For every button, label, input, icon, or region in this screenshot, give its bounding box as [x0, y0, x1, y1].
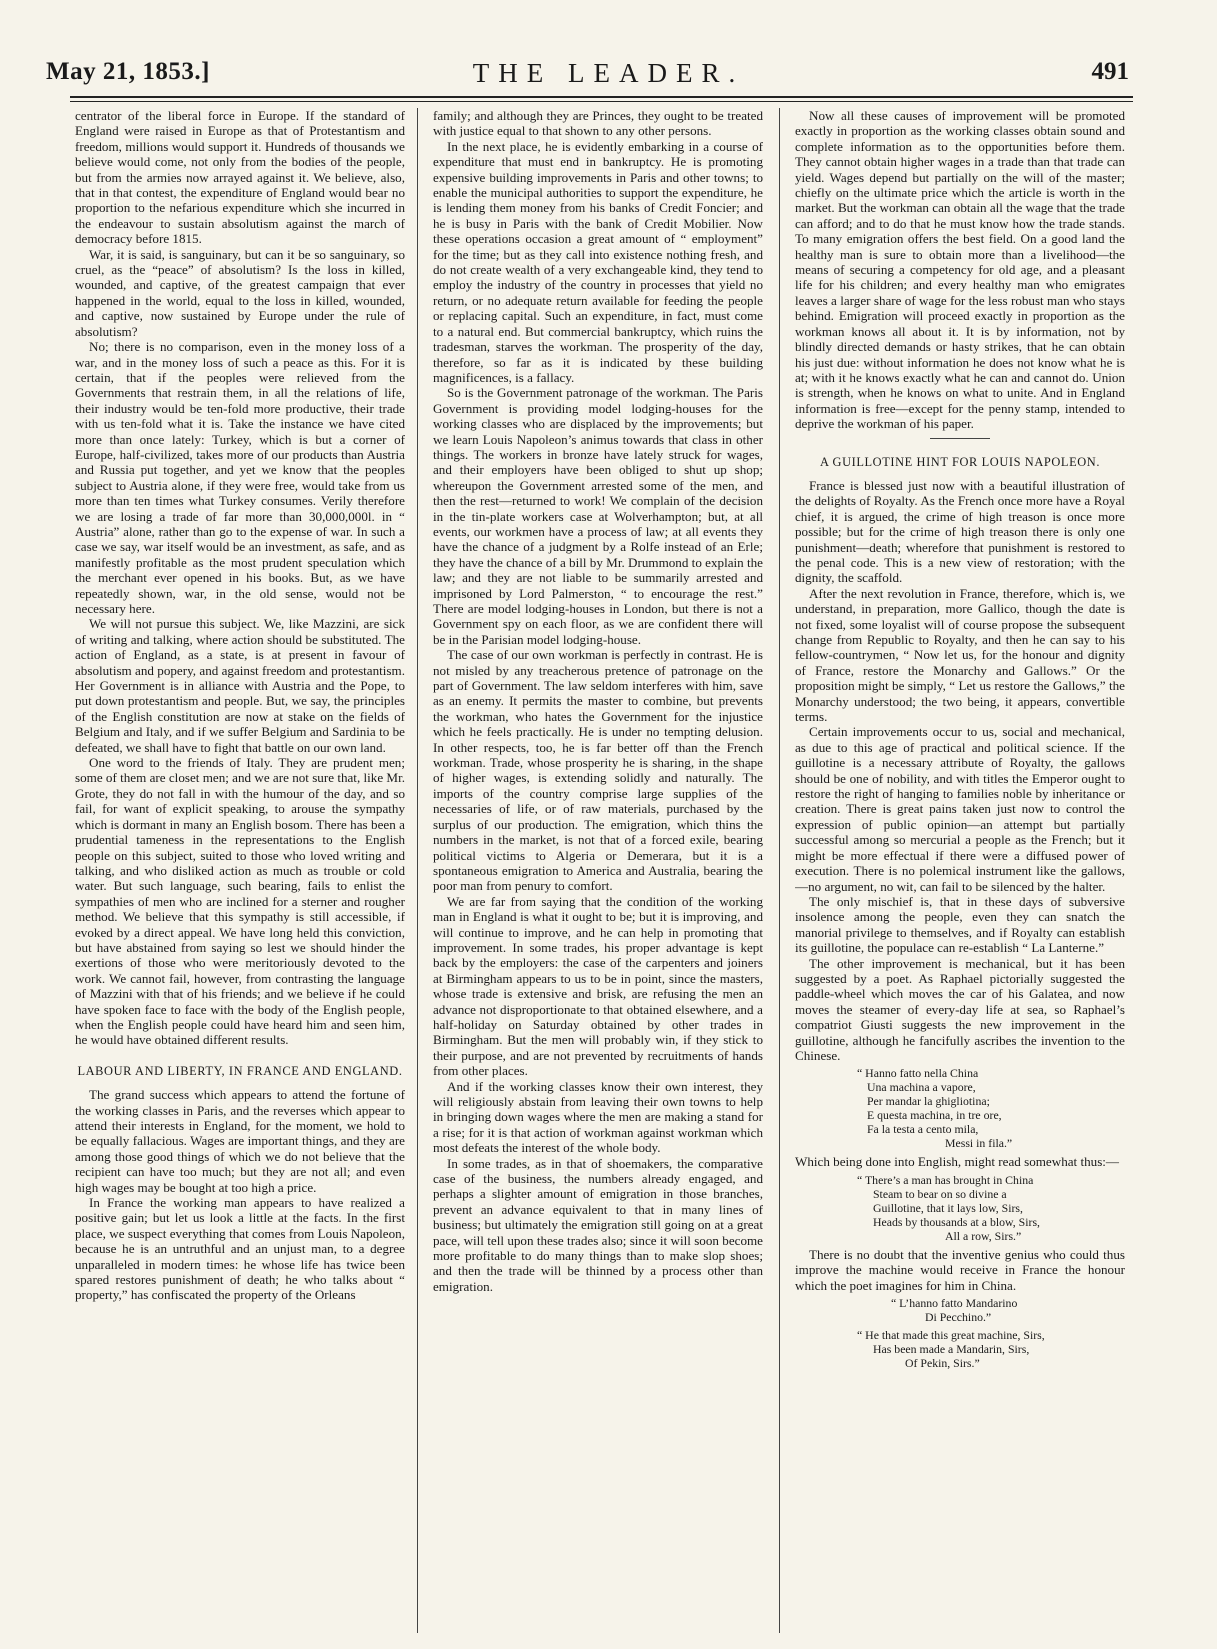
paragraph: No; there is no comparison, even in the money loss of a war, and in the money loss of such a peace as this. For it is certain, that if the peoples were relieved from the Governments that restrain them, in all the relations of life, their industry would be ten-fold more productive, their trade with us ten-fold what it is. Take the instance we have cited more than once lately: Turkey, which is but a corner of Europe, half-civilized, takes more of our products than Austria and Russia put together, and yet we know that the peoples subject to Austria alone, if they were free, would take from us more than ten times what Turkey consumes. Verily therefore we are losing a trade of far more than 30,000,000l. in “ Austria” alone, rather than go to the expense of war. In such a case we say, war itself would be an investment, as safe, and as manifestly profitable as the most prudent speculation which the merchant ever opened in his books. But, as we have repeatedly shown, war, in the old sense, would not be necessary here.	[75, 339, 405, 616]
paragraph: After the next revolution in France, therefore, which is, we understand, in preparation, more Gallico, though the date is not fixed, some loyalist will of course propose the subsequent change from Republic to Royalty, and then he can say to his fellow-countrymen, “ Now let us, for the honour and dignity of France, restore the Monarchy and Gallows.” Or the proposition might be simply, “ Let us restore the Gallows,” the Monarchy understood; the two being, it appears, convertible terms.	[795, 585, 1125, 725]
verse-line: Guillotine, that it lays low, Sirs,	[873, 1200, 1023, 1215]
paragraph: We are far from saying that the condition of the working man in England is what it ought to be; but it is improving, and will continue to improve, and he can help in promoting that improvement. In some trades, his proper advantage is kept back by the employers: the case of the carpenters and joiners at Birmingham appears to us to be in point, since the masters, whose trade is extensive and brisk, are refusing the men an advance not disproportionate to that obtained elsewhere, and a half-holiday on Saturday obtained by other trades in Birmingham. But the men will probably win, if they stick to their purpose, and are not prevented by recruitments of hands from other places.	[433, 893, 763, 1079]
paragraph: So is the Government patronage of the workman. The Paris Government is providing model lodging-houses for the working classes who are displaced by the improvements; but we learn Louis Napoleon’s animus towards that class in other things. The workers in bronze have lately struck for wages, and their employers have been obliged to shut up shop; whereupon the Government arrested some of the men, and then the rest—returned to work! We complain of the decision in the tin-plate workers case at Wolverhampton; but, at all events, our workmen have a process of law; at all events they have the chance of a judgment by a Rolfe instead of an Erle; they have the chance of a bill by Mr. Drummond to explain the law; and they are not liable to be summarily arrested and imprisoned by Lord Palmerston, “ to encourage the rest.” There are model lodging-houses in London, but there is not a Government spy on each floor, as we are confident there will be in the Parisian model lodging-house.	[433, 385, 763, 647]
paragraph: The other improvement is mechanical, but it has been suggested by a poet. As Raphael pictorially suggested the paddle-wheel which moves the car of his Galatea, and now moves the steamer of every-day life at sea, so Raphael’s compatriot Giusti suggests the new improvement in the guillotine, although he fancifully ascribes the invention to the Chinese.	[795, 955, 1125, 1063]
verse-italian-2	[795, 1296, 1125, 1324]
paragraph: In France the working man appears to have realized a positive gain; but let us look a little at the facts. In the first place, we suspect everything that comes from Louis Napoleon, because he is an untruthful and an unjust man, to a degree unparalleled in modern times: he whose life has twice been spared restores punishment of death; he who talks about “ property,” has confiscated the property of the Orleans	[75, 1195, 405, 1303]
paragraph: In some trades, as in that of shoemakers, the comparative case of the business, the numbers already engaged, and perhaps a slighter amount of emigration in those branches, prevent an advance equivalent to that in many lines of business; but ultimately the emigration still going on at a great pace, will tell upon these trades also; since it will soon become more profitable to do many things than to make slop shoes; and then the trade will be thinned by a process other than emigration.	[433, 1155, 763, 1294]
column-3	[795, 108, 1125, 1628]
paragraph: And if the working classes know their own interest, they will religiously abstain from leaving their own towns to help in bringing down wages where the men are making a stand for a rise; for it is that action of workman against workman which most defeats the interest of the whole body.	[433, 1078, 763, 1156]
paragraph: centrator of the liberal force in Europe. If the standard of England were raised in Europe as that of Protestantism and freedom, millions would support it. Hundreds of thousands we believe would come, not only from the bodies of the people, but from the armies now arrayed against it. We believe, also, that in that contest, the expenditure of England would bear no proportion to the nefarious expenditure which she incurred in the endeavour to sustain absolutism against the march of democracy before 1815.	[75, 108, 405, 247]
paragraph: France is blessed just now with a beautiful illustration of the delights of Royalty. As the French once more have a Royal chief, it is argued, the crime of high treason is once more possible; but for the crime of high treason there is only one punishment—death; wherefore that punishment is restored to the penal code. This is a new view of restoration; with the dignity, the scaffold.	[795, 477, 1125, 586]
verse-line: Heads by thousands at a blow, Sirs,	[873, 1214, 1040, 1229]
verse-line: Of Pekin, Sirs.”	[905, 1356, 980, 1370]
paragraph: One word to the friends of Italy. They are prudent men; some of them are closet men; and we are not sure that, like Mr. Grote, they do not fall in with the humour of the day, and so fail, for want of explicit speaking, to arouse the sympathy which is dormant in many an English bosom. There has been a prudential tameness in the representations to the English people on this subject, suited to those who loved writing and talking, and who disliked action as much as trouble or cold water. But such language, such bearing, fails to enlist the sympathies of men who are inclined for a sterner and rougher method. We believe that this sympathy is still accessible, if evoked by a direct appeal. We have long held this conviction, but have abstained from saying so lest we should hinder the exertions of those who were meritoriously devoted to the work. We cannot fail, however, from contrasting the language of Mazzini with that of his friends; and we believe if he could have spoken face to face with the body of the English people, when the English people could have heard him and seen him, he would have obtained different results.	[75, 755, 405, 1048]
paragraph: Which being done into English, might read somewhat thus:—	[795, 1154, 1120, 1170]
verse-line: “ Hanno fatto nella China	[857, 1066, 979, 1081]
paragraph: We will not pursue this subject. We, like Mazzini, are sick of writing and talking, where action should be substituted. The action of England, as a state, is at present in favour of absolutism and popery, and against freedom and protestantism. Her Government is in alliance with Austria and the Pope, to put down protestantism and people. But, we say, the principles of the English constitution are now at stake on the fields of Belgium and Italy, and if we suffer Belgium and Sardinia to be defeated, we shall have to fight that battle on our own land.	[75, 616, 405, 755]
masthead	[0, 58, 1217, 98]
paragraph: There is no doubt that the inventive genius who could thus improve the machine would receive in France the honour which the poet imagines for him in China.	[795, 1246, 1125, 1293]
verse-line: E questa machina, in tre ore,	[867, 1108, 1002, 1123]
paragraph: The case of our own workman is perfectly in contrast. He is not misled by any treacherous pretence of patronage on the part of Government. The law seldom interferes with him, save as an enemy. It permits the master to combine, but prevents the workman, who hates the Government for the injustice which he feels practically. He is under no tempting delusion. In other respects, too, he is far better off than the French workman. Trade, whose prosperity he is sharing, in the shape of higher wages, is extending solidly and naturally. The imports of the country comprise large supplies of the necessaries of life, or of raw materials, purchased by the surplus of our production. The emigration, which thins the numbers in the market, is not that of a forced exile, bearing political victims to Algeria or Demerara, but it is a spontaneous emigration to America and Australia, bearing the poor man from penury to comfort.	[433, 647, 763, 894]
verse-line: “ There’s a man has brought in China	[857, 1172, 1034, 1187]
verse-line: Messi in fila.”	[945, 1136, 1013, 1151]
paragraph: The only mischief is, that in these days of subversive insolence among the people, even they can snatch the manorial privilege to themselves, and if Royalty can establish its guillotine, the populace can re-establish “ La Lanterne.”	[795, 893, 1125, 956]
paragraph: War, it is said, is sanguinary, but can it be so sanguinary, so cruel, as the “peace” of absolutism? Is the loss in killed, wounded, and captive, of the greatest campaign that ever happened in the world, equal to the loss in killed, wounded, and captive, now sustained by Europe under the rule of absolutism?	[75, 246, 405, 339]
verse-line: Di Pecchino.”	[925, 1310, 992, 1324]
column-divider-right	[779, 108, 780, 1633]
article-heading-guillotine: A GUILLOTINE HINT FOR LOUIS NAPOLEON.	[819, 454, 1101, 469]
column-2	[433, 108, 763, 1628]
verse-line: Per mandar la ghigliotina;	[867, 1094, 990, 1109]
paragraph: Certain improvements occur to us, social and mechanical, as due to this age of practical and political science. If the guillotine is a necessary attribute of Royalty, the gallows should be one of nobility, and with titles the Emperor ought to restore the right of hanging to families noble by inheritance or creation. There is great pains taken just now to control the expression of public opinion—an attempt but partially successful among so mercurial a people as the French; but it might be more effectual if there were a diffused power of execution. There is no polemical instrument like the gallows,—no argument, no wit, can fail to be silenced by the halter.	[795, 724, 1125, 894]
column-divider-left	[417, 108, 418, 1633]
column-1	[75, 108, 405, 1628]
verse-line: All a row, Sirs.”	[945, 1228, 1022, 1243]
section-divider	[930, 438, 990, 439]
paragraph: In the next place, he is evidently embarking in a course of expenditure that must end in bankruptcy. He is promoting expensive building improvements in Paris and other towns; to enable the municipal authorities to support the expenditure, he is lending them money from his banks of Credit Foncier; and he is busy in Paris with the bank of Credit Mobilier. Now these operations occasion a great amount of “ employment” for the time; but as they call into existence nothing fresh, and do not create wealth of a very exchangeable kind, they tend to employ the industry of the country in processes that yield no return, or no adequate return available for feeding the people or replacing capital. Such an expenditure, in fact, must come to a natural end. But commercial bankruptcy, which ruins the tradesman, starves the workman. The prosperity of the day, therefore, so far as it is indicated by these building magnificences, is a fallacy.	[433, 138, 763, 385]
paragraph: The grand success which appears to attend the fortune of the working classes in Paris, and the reverses which appear to attend their interests in England, for the moment, we hold to be equally fallacious. Wages are important things, and they are among those good things of which we do not believe that the recipient can have too much; but they are not all; and even high wages may be bought at too high a price.	[75, 1087, 405, 1195]
header-rule-thick	[70, 96, 1133, 98]
issue-date: May 21, 1853.]	[46, 58, 210, 85]
verse-line: Fa la testa a cento mila,	[867, 1122, 979, 1137]
verse-line: “ L’hanno fatto Mandarino	[891, 1296, 1018, 1310]
verse-english	[795, 1173, 1125, 1243]
verse-line: “ He that made this great machine, Sirs,	[857, 1328, 1045, 1342]
page-number: 491	[1091, 58, 1129, 85]
verse-line: Una machina a vapore,	[867, 1080, 976, 1095]
verse-line: Steam to bear on so divine a	[873, 1186, 1007, 1201]
verse-line: Has been made a Mandarin, Sirs,	[873, 1342, 1030, 1356]
verse-italian	[795, 1066, 1125, 1150]
paragraph: Now all these causes of improvement will be promoted exactly in proportion as the working classes obtain sound and complete information as to the opportunities before them. They cannot obtain higher wages in a trade than that trade can yield. Wages depend but partially on the will of the master; chiefly on the ultimate price which the article is worth in the market. But the workman can obtain all the wage that the trade can afford; and to do that he must know how the trade stands. To many emigration offers the best field. On a good land the healthy man is sure to obtain more than a livelihood—the means of securing a competency for old age, and a pleasant life for his children; and every healthy man who emigrates leaves a larger share of wage for the less robust man who stays behind. Emigration will proceed exactly in proportion as the workman knows all about it. It is by information, not by blindly directed demands or hasty strikes, that he can obtain his just due: without information he does not know what he is at; with it he knows exactly what he can and cannot do. Union is strength, when he knows on what to unite. And in England information is free—except for the penny stamp, intended to deprive the workman of his paper.	[795, 108, 1125, 432]
article-heading-labour: LABOUR AND LIBERTY, IN FRANCE AND ENGLAND.	[77, 1063, 403, 1078]
paragraph: family; and although they are Princes, they ought to be treated with justice equal to that shown to any other persons.	[433, 108, 763, 139]
newspaper-title: THE LEADER.	[472, 58, 745, 88]
verse-english-2	[795, 1328, 1125, 1370]
header-rule-thin	[70, 101, 1133, 102]
